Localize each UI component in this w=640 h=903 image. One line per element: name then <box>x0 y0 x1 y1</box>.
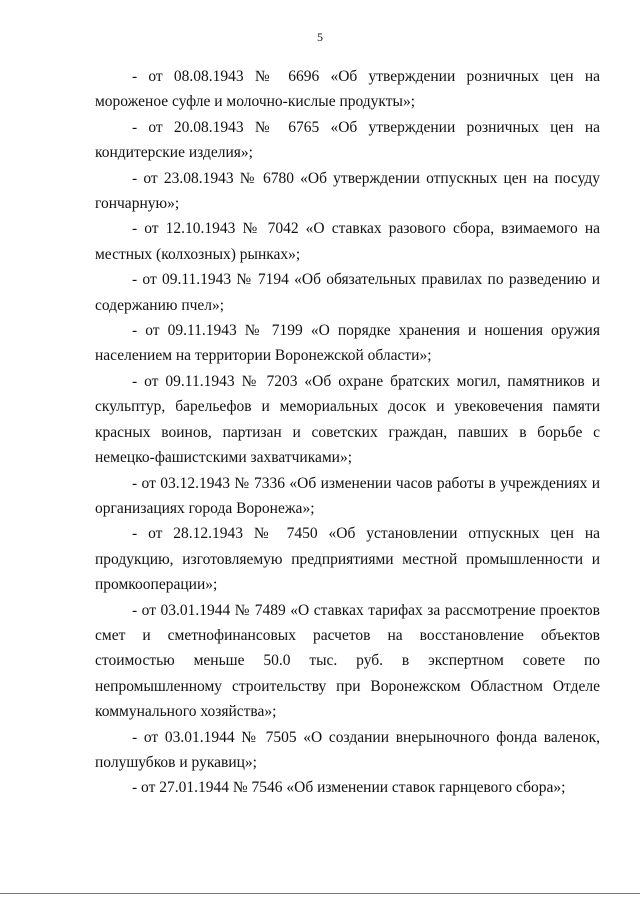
decree-list <box>95 64 600 801</box>
list-item: - от 08.08.1943 № 6696 «Об утверждении розничных цен на мороженое суфле и молочно-кислые продукты»; <box>95 68 600 111</box>
list-item: - от 20.08.1943 № 6765 «Об утверждении розничных цен на кондитерские изделия»; <box>95 118 600 162</box>
list-item: - от 09.11.1943 № 7199 «О порядке хранения и ношения оружия населением на территории Воронежской области»; <box>95 322 600 365</box>
list-item: - от 09.11.1943 № 7194 «Об обязательных правилах по разведению и содержанию пчел»; <box>95 271 600 314</box>
list-item: - от 09.11.1943 № 7203 «Об охране братских могил, памятников и скульптур, барельефов и мемориальных досок и увековечения памяти красных воинов, партизан и советских граждан, павших в борьбе с немецко-фашистскими захватчиками»; <box>95 372 600 467</box>
page-number: 5 <box>317 30 323 44</box>
list-item: - от 03.01.1944 № 7505 «О создании внерыночного фонда валенок, полушубков и рукавиц»; <box>95 728 600 771</box>
list-item: - от 28.12.1943 № 7450 «Об установлении отпускных цен на продукцию, изготовляемую предприятиями местной промышленности и промкооперации»; <box>95 525 600 594</box>
list-item: - от 03.01.1944 № 7489 «О ставках тарифах за рассмотрение проектов смет и сметнофинансовых расчетов на восстановление объектов стоимостью меньше 50.0 тыс. руб. в экспертном совете по непромышленному строительству при Воронежском Областном Отделе коммунального хозяйства»; <box>95 601 600 721</box>
list-item: - от 12.10.1943 № 7042 «О ставках разового сбора, взимаемого на местных (колхозных) рынках»; <box>95 220 600 263</box>
bottom-divider <box>0 893 640 894</box>
list-item: - от 03.12.1943 № 7336 «Об изменении часов работы в учреждениях и организациях города Воронежа»; <box>95 474 600 517</box>
list-item: - от 23.08.1943 № 6780 «Об утверждении отпускных цен на посуду гончарную»; <box>95 169 600 213</box>
list-item: - от 27.01.1944 № 7546 «Об изменении ставок гарнцевого сбора»; <box>132 779 566 797</box>
